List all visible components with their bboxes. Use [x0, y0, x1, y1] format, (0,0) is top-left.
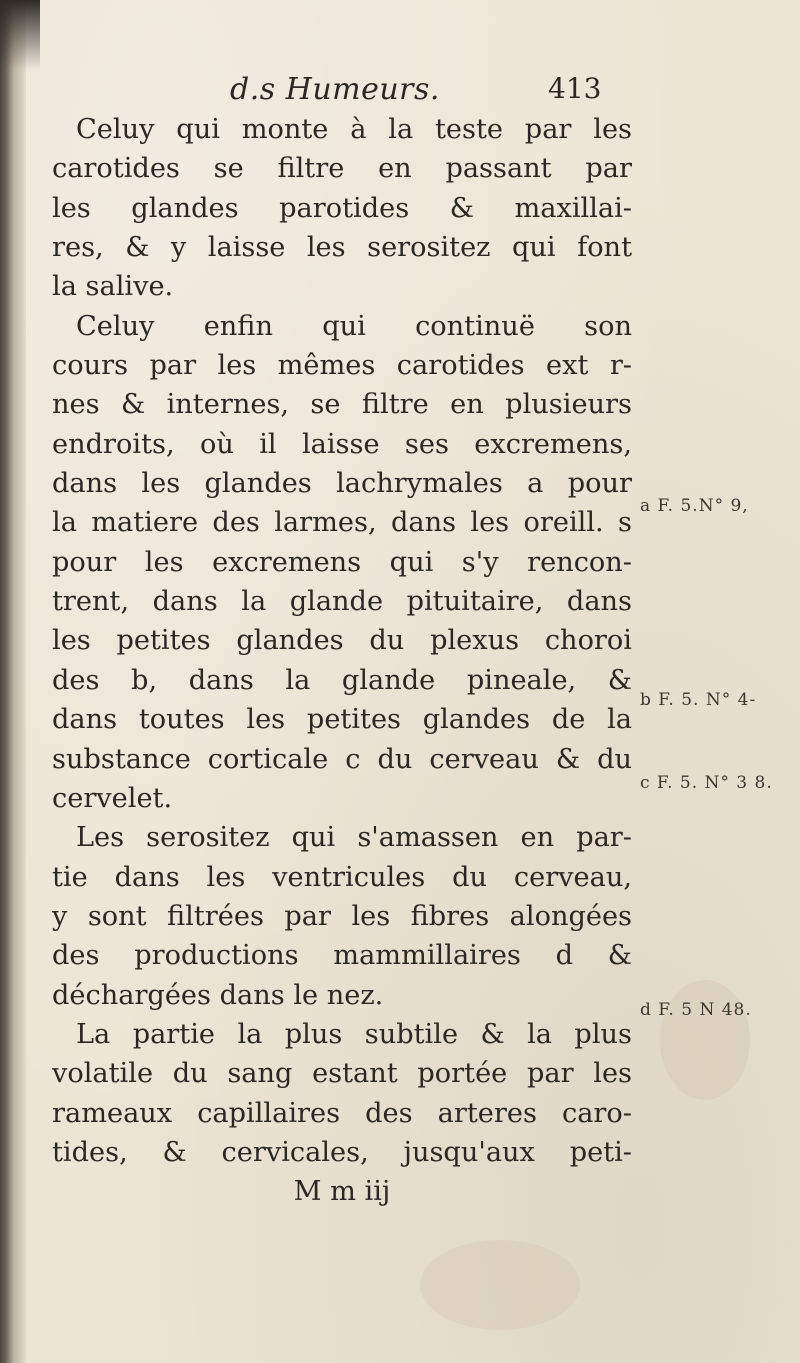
- page-number: 413: [548, 72, 602, 105]
- page-gutter-shadow: [0, 0, 40, 70]
- margin-note-a: a F. 5.N° 9,: [640, 496, 749, 516]
- text-line: pour les excremens qui s'y rencon-: [52, 546, 632, 578]
- text-line: tie dans les ventricules du cerveau,: [52, 861, 632, 893]
- margin-note-d: d F. 5 N 48.: [640, 1000, 752, 1020]
- margin-note-c: c F. 5. N° 3 8.: [640, 773, 773, 793]
- signature-mark: M m iij: [293, 1176, 391, 1208]
- text-line: volatile du sang estant portée par les: [52, 1058, 632, 1090]
- running-title: d.s Humeurs.: [230, 72, 440, 107]
- text-line: des productions mammillaires d &: [52, 940, 632, 972]
- text-line: rameaux capillaires des arteres caro-: [52, 1097, 632, 1129]
- text-line: y sont filtrées par les fibres alongées: [52, 900, 632, 932]
- foxing-stain: [420, 1240, 580, 1330]
- text-line: dans toutes les petites glandes de la: [52, 704, 632, 736]
- text-line: res, & y laisse les serositez qui font: [52, 232, 632, 264]
- text-line: endroits, où il laisse ses excremens,: [52, 428, 632, 460]
- text-line: dans les glandes lachrymales a pour: [52, 468, 632, 500]
- text-line: cours par les mêmes carotides ext r-: [52, 350, 632, 382]
- text-line: déchargées dans le nez.: [52, 979, 384, 1011]
- text-line: nes & internes, se filtre en plusieurs: [52, 389, 632, 421]
- text-line: la salive.: [52, 271, 174, 303]
- text-line: substance corticale c du cerveau & du: [52, 743, 632, 775]
- text-line: carotides se filtre en passant par: [52, 153, 632, 185]
- page-gutter: [0, 0, 26, 1363]
- margin-note-b: b F. 5. N° 4-: [640, 690, 757, 710]
- text-line: Celuy qui monte à la teste par les: [76, 114, 632, 145]
- text-line: la matiere des larmes, dans les oreill. s: [52, 507, 632, 539]
- text-line: les glandes parotides & maxillai-: [52, 192, 632, 224]
- foxing-stain: [660, 980, 750, 1100]
- text-line: Celuy enfin qui continuë son: [76, 310, 632, 342]
- text-line: tides, & cervicales, jusqu'aux peti-: [52, 1136, 632, 1168]
- text-line: les petites glandes du plexus choroi: [52, 625, 632, 657]
- text-line: Les serositez qui s'amassen en par-: [76, 822, 632, 854]
- text-line: trent, dans la glande pituitaire, dans: [52, 586, 632, 618]
- text-line: des b, dans la glande pineale, &: [52, 664, 632, 696]
- text-line: La partie la plus subtile & la plus: [76, 1018, 632, 1050]
- page-body: [52, 110, 632, 1212]
- text-line: cervelet.: [52, 782, 173, 814]
